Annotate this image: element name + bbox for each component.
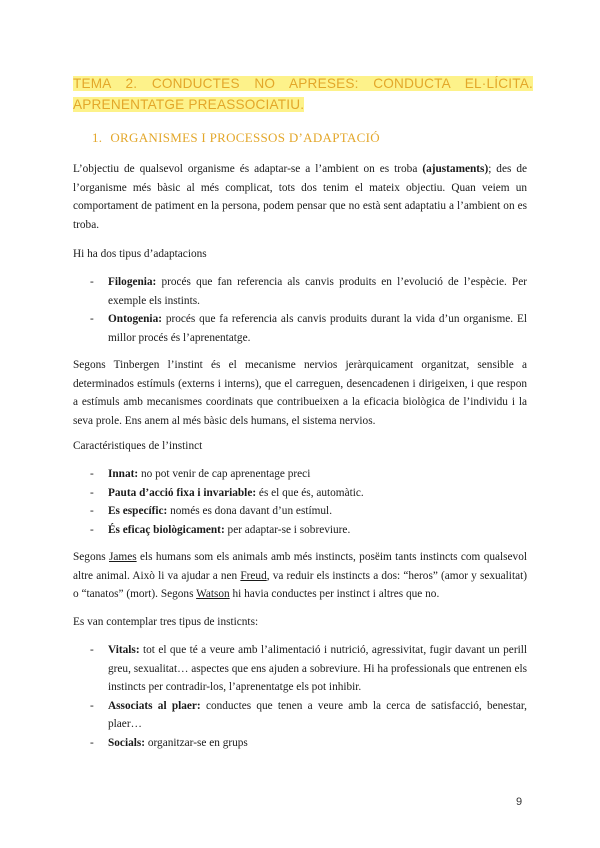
list-bullet: -	[90, 468, 94, 480]
para5-text-c: , va reduir els instincts a dos: “heros” (amor y sexualitat) o “tanatos” (mort). Segons	[73, 569, 528, 601]
list-bullet: -	[90, 486, 94, 499]
list-item	[73, 697, 527, 734]
para5-text-a: Segons	[73, 551, 109, 563]
list-characteristics	[73, 465, 527, 539]
list-item	[73, 484, 527, 503]
paragraph-adaptation	[73, 160, 527, 234]
chapter-title	[73, 73, 533, 115]
term-pauta: Pauta d’acció fixa i invariable:	[108, 486, 257, 499]
term-especific: Es específic:	[108, 505, 168, 518]
list-item	[73, 521, 527, 540]
term-socials: Socials:	[108, 736, 146, 749]
def-ontogenia: procés que fa referencia als canvis produits durant la vida d’un organisme. El millor procés és l’aprenentatge.	[108, 313, 527, 344]
para1-bold: (ajustaments)	[422, 163, 489, 175]
section-label: ORGANISMES I PROCESSOS D’ADAPTACIÓ	[110, 130, 380, 145]
list-bullet: -	[90, 313, 94, 326]
def-eficac: per adaptar-se i sobreviure.	[224, 523, 351, 536]
list-item	[73, 273, 527, 310]
paragraph-tinbergen: Segons Tinbergen l’instint és el mecanisme nervios jeràrquicament organitzat, sensible a determinados estímuls (externs i interns), que el carreguen, desencadenen i dirigeixen, i que respon a estímuls amb mecanismes coordinats que contribueixen a la eficacia biològica de l’individu i la seva prole. Ens anem al més bàsic dels humans, el sistema nervios.	[73, 359, 527, 427]
para1-text-a: L’objectiu de qualsevol organisme és adaptar-se a l’ambient on es troba	[73, 163, 423, 175]
list-bullet: -	[90, 644, 94, 656]
def-associats: conductes que tenen a veure amb la cerca de satisfacció, benestar, plaer…	[108, 699, 527, 731]
paragraph-characteristics-intro: Caractéristiques de l’instinct	[73, 440, 203, 452]
paragraph-types-intro: Hi ha dos tipus d’adaptacions	[73, 248, 207, 260]
term-filogenia: Filogenia:	[108, 276, 157, 288]
name-watson: Watson	[196, 588, 230, 601]
term-ontogenia: Ontogenia:	[108, 313, 162, 326]
list-bullet: -	[90, 276, 94, 288]
list-item	[73, 641, 527, 697]
list-bullet: -	[90, 736, 94, 749]
section-heading	[92, 130, 380, 146]
para5-text-d: hi havia conductes per instinct i altres que no.	[229, 588, 440, 601]
term-associats: Associats al plaer:	[108, 699, 201, 712]
def-filogenia: procés que fan referencia als canvis produits en l’evolució de l’espècie. Per exemple els instints.	[108, 276, 527, 307]
list-adaptation-types	[73, 273, 527, 347]
def-especific: només es dona davant d’un estímul.	[167, 505, 333, 518]
name-james: James	[109, 551, 137, 563]
term-vitals: Vitals:	[108, 644, 140, 656]
list-item	[73, 734, 527, 753]
section-number: 1.	[92, 130, 103, 145]
def-socials: organitzar-se en grups	[145, 736, 248, 749]
chapter-title-line2: APRENENTATGE PREASSOCIATIU.	[73, 97, 305, 112]
list-instinct-types	[73, 641, 527, 753]
para1-text-b: ; des de l’organisme més bàsic al més complicat, tots dos tenim el mateix objectiu. Quan veiem un comportament de patiment en la persona, podem pensar que no està sent adaptatiu a l’ambient on es troba.	[73, 163, 528, 231]
para5-text-b: els humans som els animals amb més instincts, posëim tants instincts com qualsevol altre animal. Això li va ajudar a nen	[73, 551, 527, 582]
term-eficac: És eficaç biològicament:	[108, 523, 225, 536]
name-freud: Freud	[240, 569, 267, 582]
list-item	[73, 502, 527, 521]
chapter-title-line1: TEMA 2. CONDUCTES NO APRESES: CONDUCTA EL·LÍCITA.	[73, 76, 533, 91]
page-number: 9	[516, 796, 523, 808]
def-vitals: tot el que té a veure amb l’alimentació i nutrició, agressivitat, fugir davant un perill greu, sexualitat… aspectes que ens ajuden a sobreviure. Hi ha professionals que entrenen els instincts per contradir-los, l’aprenentatge els pot inhibir.	[108, 644, 527, 694]
paragraph-instinct-types-intro: Es van contemplar tres tipus de insticnts:	[73, 616, 259, 628]
def-pauta: és el que és, automàtic.	[256, 486, 364, 499]
list-bullet: -	[90, 523, 94, 536]
def-innat: no pot venir de cap aprenentage preci	[138, 468, 311, 480]
list-bullet: -	[90, 699, 94, 712]
list-bullet: -	[90, 505, 94, 518]
list-item	[73, 465, 527, 484]
list-item	[73, 310, 527, 347]
term-innat: Innat:	[108, 468, 139, 480]
paragraph-james	[73, 548, 527, 604]
